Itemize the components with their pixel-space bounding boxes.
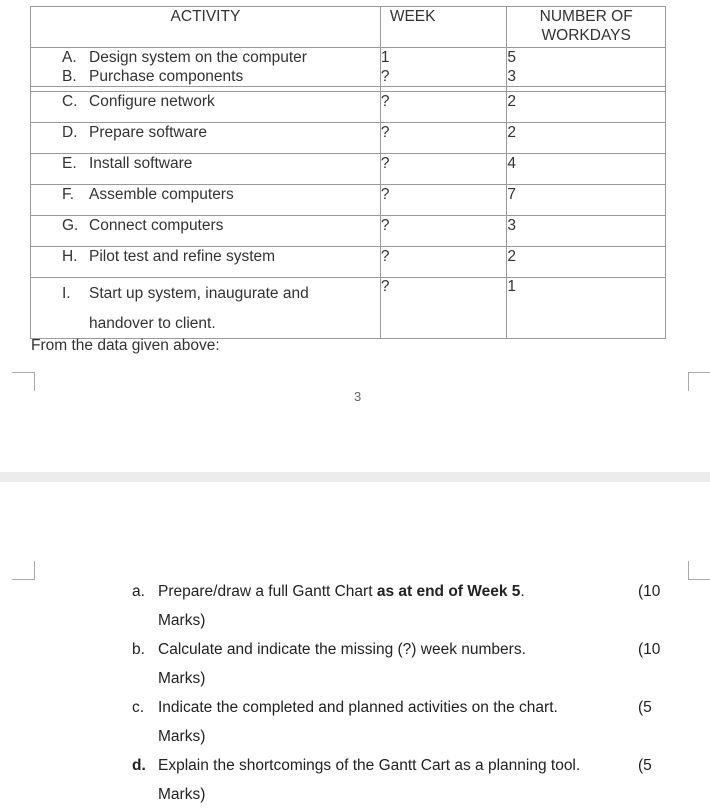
table-row bbox=[31, 278, 666, 339]
activity-d: D. Prepare software bbox=[62, 124, 208, 141]
days-h: 2 bbox=[507, 247, 666, 278]
document-page-2 bbox=[0, 482, 710, 809]
question-a-text: Prepare/draw a full Gantt Chart as at end of Week 5. bbox=[158, 583, 525, 600]
header-workdays-line1: NUMBER OF bbox=[539, 8, 633, 25]
question-a-marks-label: Marks) bbox=[158, 612, 206, 629]
question-d-marks: (5 bbox=[638, 757, 652, 774]
week-d: ? bbox=[380, 123, 507, 154]
days-e: 4 bbox=[507, 154, 666, 185]
activity-g: G. Connect computers bbox=[62, 217, 224, 234]
activity-c: C. Configure network bbox=[62, 93, 215, 110]
table-row bbox=[31, 185, 666, 216]
week-a: 1 bbox=[380, 49, 390, 66]
crop-mark-top-left bbox=[12, 372, 35, 391]
table-row bbox=[31, 154, 666, 185]
question-b-marks: (10 bbox=[638, 641, 661, 658]
question-d-letter: d. bbox=[132, 757, 146, 774]
week-g: ? bbox=[380, 216, 507, 247]
week-b: ? bbox=[380, 68, 390, 85]
table-row bbox=[31, 48, 666, 87]
activity-b: B. Purchase components bbox=[62, 68, 244, 85]
crop-mark-bottom-left bbox=[12, 561, 35, 580]
days-c: 2 bbox=[507, 92, 666, 123]
week-e: ? bbox=[380, 154, 507, 185]
crop-mark-bottom-right bbox=[688, 561, 710, 580]
table-row bbox=[31, 216, 666, 247]
week-i: ? bbox=[380, 278, 507, 339]
days-f: 7 bbox=[507, 185, 666, 216]
days-d: 2 bbox=[507, 123, 666, 154]
table-header-row bbox=[31, 7, 666, 48]
week-h: ? bbox=[380, 247, 507, 278]
activity-a: A. Design system on the computer bbox=[62, 49, 307, 66]
page-number: 3 bbox=[354, 389, 362, 404]
question-b-marks-label: Marks) bbox=[158, 670, 206, 687]
crop-mark-top-right bbox=[688, 372, 710, 391]
days-i: 1 bbox=[507, 278, 666, 339]
activity-i: I. Start up system, inaugurate and bbox=[62, 285, 309, 302]
header-activity: ACTIVITY bbox=[31, 7, 381, 48]
from-data-text: From the data given above: bbox=[31, 337, 220, 354]
activity-table bbox=[30, 6, 666, 339]
question-a-letter: a. bbox=[132, 583, 145, 600]
table-row bbox=[31, 123, 666, 154]
header-workdays-line2: WORKDAYS bbox=[541, 27, 631, 44]
days-b: 3 bbox=[507, 68, 516, 85]
activity-e: E. Install software bbox=[62, 155, 193, 172]
page-gap bbox=[0, 472, 710, 482]
question-b-text: Calculate and indicate the missing (?) week numbers. bbox=[158, 641, 526, 658]
question-b-letter: b. bbox=[132, 641, 145, 658]
header-workdays bbox=[507, 7, 666, 48]
question-a-marks: (10 bbox=[638, 583, 661, 600]
question-c-text: Indicate the completed and planned activities on the chart. bbox=[158, 699, 558, 716]
activity-h: H. Pilot test and refine system bbox=[62, 248, 276, 265]
table-row bbox=[31, 247, 666, 278]
week-f: ? bbox=[380, 185, 507, 216]
question-d-text: Explain the shortcomings of the Gantt Cart as a planning tool. bbox=[158, 757, 581, 774]
question-c-marks-label: Marks) bbox=[158, 728, 206, 745]
activity-f: F. Assemble computers bbox=[62, 186, 234, 203]
header-week: WEEK bbox=[380, 7, 507, 48]
table-row bbox=[31, 92, 666, 123]
question-c-marks: (5 bbox=[638, 699, 652, 716]
activity-i-continued: handover to client. bbox=[89, 315, 216, 332]
question-c-letter: c. bbox=[132, 699, 145, 716]
week-c: ? bbox=[380, 92, 507, 123]
days-a: 5 bbox=[507, 49, 516, 66]
days-g: 3 bbox=[507, 216, 666, 247]
question-d-marks-label: Marks) bbox=[158, 786, 206, 803]
